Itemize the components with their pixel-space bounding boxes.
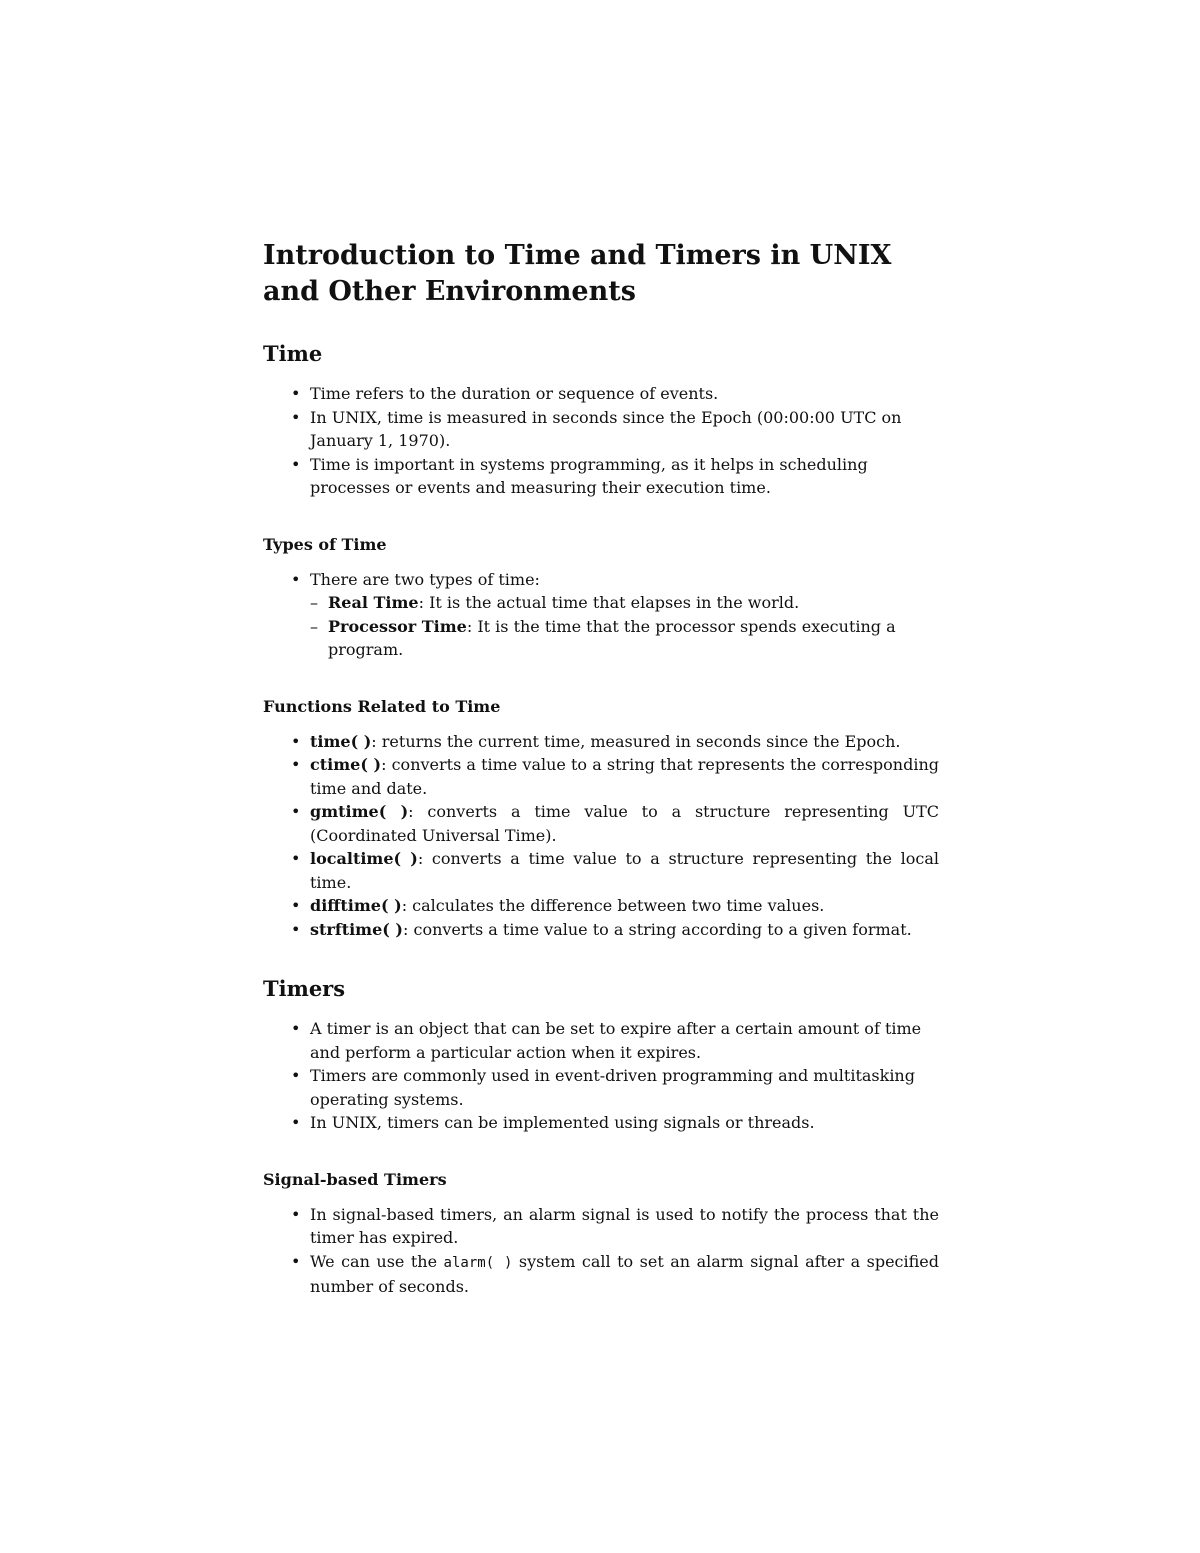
function-name: strftime( ) <box>310 919 403 939</box>
list-item: • In UNIX, time is measured in seconds since the Epoch (00:00:00 UTC on January 1, 1970). <box>263 406 939 453</box>
types-of-time-list <box>263 568 939 662</box>
function-description: : converts a time value to a structure representing the local time. <box>310 849 939 892</box>
list-item <box>263 894 939 918</box>
list-item: • Time refers to the duration or sequence of events. <box>263 382 939 406</box>
sublist-item <box>310 591 939 615</box>
function-name: difftime( ) <box>310 896 402 915</box>
list-item: • A timer is an object that can be set to expire after a certain amount of time and perform a particular action when it expires. <box>263 1017 939 1064</box>
term-label: Real Time <box>328 593 419 612</box>
function-name: ctime( ) <box>310 755 382 774</box>
time-list <box>263 382 939 500</box>
list-item-text: We can use the <box>310 1251 444 1271</box>
types-sublist <box>310 591 939 662</box>
list-item <box>263 918 939 942</box>
function-name: gmtime( ) <box>310 802 409 821</box>
timers-list <box>263 1017 939 1135</box>
sublist-item <box>310 615 939 662</box>
list-item <box>263 568 939 662</box>
subsection-heading-signal-timers: Signal-based Timers <box>263 1169 447 1189</box>
list-item: • Timers are commonly used in event-driven programming and multitasking operating systems. <box>263 1064 939 1111</box>
function-description: : calculates the difference between two time values. <box>401 896 825 915</box>
list-item <box>263 1250 939 1299</box>
functions-list <box>263 730 939 942</box>
subsection-heading-types-of-time: Types of Time <box>263 534 387 554</box>
section-heading-time: Time <box>263 341 323 366</box>
list-item: • Time is important in systems programming, as it helps in scheduling processes or events and measuring their execution time. <box>263 453 939 500</box>
list-item <box>263 753 939 800</box>
function-name: time( ) <box>310 731 372 751</box>
list-item <box>263 730 939 754</box>
function-description: : converts a time value to a structure representing UTC (Coordinated Universal Time). <box>310 802 940 845</box>
function-name: localtime( ) <box>310 849 418 868</box>
signal-timers-list <box>263 1203 939 1299</box>
list-item <box>263 847 939 894</box>
list-item: • In signal-based timers, an alarm signal is used to notify the process that the timer has expired. <box>263 1203 939 1250</box>
function-description: : returns the current time, measured in seconds since the Epoch. <box>371 731 901 751</box>
document-page <box>263 238 939 1299</box>
function-description: : converts a time value to a string according to a given format. <box>403 919 912 939</box>
list-item-text: There are two types of time: <box>310 569 540 589</box>
term-label: Processor Time <box>328 616 467 636</box>
list-item <box>263 800 939 847</box>
term-description: : It is the time that the processor spends executing a program. <box>328 616 896 659</box>
document-title: Introduction to Time and Timers in UNIX and Other Environments <box>263 240 892 307</box>
subsection-heading-functions: Functions Related to Time <box>263 696 501 716</box>
section-heading-timers: Timers <box>263 976 346 1001</box>
list-item: • In UNIX, timers can be implemented using signals or threads. <box>263 1111 939 1135</box>
term-description: : It is the actual time that elapses in the world. <box>418 593 800 612</box>
function-description: : converts a time value to a string that represents the corresponding time and date. <box>310 755 939 798</box>
list-item-text: system call to set an alarm signal after a specified number of seconds. <box>310 1251 939 1296</box>
code-alarm: alarm( ) <box>443 1254 513 1271</box>
